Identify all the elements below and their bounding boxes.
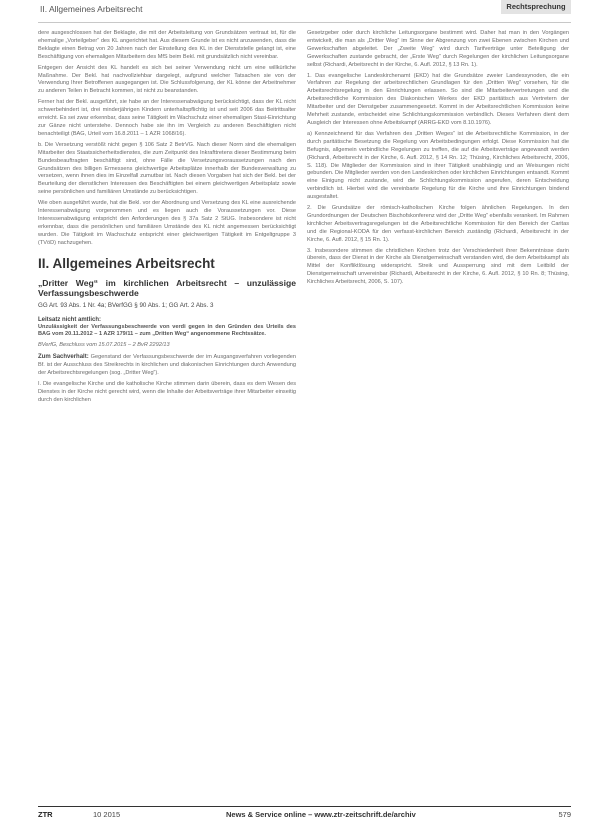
issue-number: 10 2015 [93, 810, 121, 819]
right-column [307, 30, 569, 290]
case-citation: BVerfG, Beschluss vom 15.07.2015 – 2 BvR 2292/13 [38, 342, 170, 349]
section-tag: Rechtsprechung [501, 0, 571, 14]
paragraph: Ferner hat der Bekl. ausgeführt, sie habe an der Interessenabwägung berücksichtigt, dass der KL nicht schwerbehindert ist, drei minderjährigen Kindern unterhaltspflichtig ist und seit 2006 das Beitrittsalter erreicht. Es sei zwar erkennbar, dass seine Tätigkeit im Wachschutz einer ehemaligen Stasi-Einrichtung zur Gänze nicht unterstehe. Dennoch habe sie ihn im Vergleich zu anderen Beschäftigten nicht benachteiligt (BAG, Urteil vom 16.8.2011 – 1 AZR 1068/16). [38, 99, 296, 137]
online-link[interactable]: News & Service online – www.ztr-zeitschrift.de/archiv [226, 810, 416, 819]
page-number: 579 [558, 810, 571, 819]
section-heading: II. Allgemeines Arbeitsrecht [38, 255, 215, 271]
journal-name: ZTR [38, 810, 53, 819]
running-header [38, 0, 571, 23]
sachverhalt-lead: Zum Sachverhalt: [38, 354, 89, 361]
sachverhalt-paragraph [38, 353, 296, 378]
page-footer [38, 806, 571, 821]
running-title: II. Allgemeines Arbeitsrecht [40, 4, 143, 14]
left-column [38, 30, 296, 408]
paragraph: I. Die evangelische Kirche und die katholische Kirche stimmen darin überein, dass es dem Wesen des Dienstes in der Kirche nicht gerecht wird, wenn die Inhalte der Arbeitsverträge ihrer Mitarbeiter einseitig durch den kirchlichen [38, 381, 296, 403]
paragraph: Wie oben ausgeführt wurde, hat die Bekl. vor der Abordnung und Versetzung des KL eine ausreichende Interessenabwägung vorgenommen und es liegen auch die Voraussetzungen vor. Diese Interessenabwägung entspricht den Anforderungen des § 37a Satz 2 StUG. Insbesondere ist nicht erkennbar, dass die persönlichen und familiären Umstände des KL nicht angemessen berücksichtigt wurden. Die Tätigkeit im Wachschutz entspricht einer gleichwertigen Tätigkeit im Entgeltgruppe 3 (TVöD) nachzugehen. [38, 200, 296, 246]
paragraph: Entgegen der Ansicht des KL handelt es sich bei seiner Verwendung nicht um eine willkürliche Maßnahme. Der Bekl. hat nachvollziehbar dargelegt, aufgrund welcher Tatsachen sie von der Verwendung Ihrer Betroffenen ausgegangen ist. Die Schlussfolgerung, der KL könne der Arbeitnehmer zu anderen Teilen in Betracht kommen, ist nicht zu beanstanden. [38, 64, 296, 95]
paragraph: 3. Insbesondere stimmen die christlichen Kirchen trotz der Verschiedenheit ihrer Bekenntnisse darin überein, dass der Dienst in der Kirche als Dienstgemeinschaft verstanden wird, die dem Arbeitskampf als Mittel der Konfliktlösung widerspricht. Streik und Aussperrung sind mit dem Leitbild der Dienstgemeinschaft unvereinbar (Richardi, Arbeitsrecht in der Kirche, 6. Aufl. 2012, § 10 Rn. 8; Thüsing, Kirchliches Arbeitsrecht, 2006, S. 107). [307, 247, 569, 286]
paragraph: Gesetzgeber oder durch kirchliche Leitungsorgane bestimmt wird. Daher hat man in den Vorgängen entwickelt, die man als „Dritter Weg“ im Sinne der Abgrenzung von zwei Ebenen zwischen Kirchen und Gewerkschaften abgeleitet. Der „Zweite Weg“ wird durch Tarifverträge unter Beteiligung der Gewerkschaften zustande gebracht, der „Erste Weg“ durch Regelungen der kirchlichen Leitungsorgane selbst (Richardi, Arbeitsrecht in der Kirche, 6. Aufl. 2012, § 13 Rn. 1). [307, 30, 569, 68]
paragraph: a) Kennzeichnend für das Verfahren des „Dritten Weges“ ist die Arbeitsrechtliche Kommission, in der durch paritätische Besetzung die Regelung von Arbeitsbedingungen erfolgt. Diese Kommission hat die Befugnis, allgemein verbindliche Regelungen zu treffen, die auf die Arbeitsverträge angewandt werden (Richardi, Arbeitsrecht in der Kirche, 6. Aufl. 2012, § 14 Rn. 12; Thüsing, Kirchliches Arbeitsrecht, 2006, S. 118). Die Mitglieder der Kommission sind in ihrer Tätigkeit unabhängig und an Weisungen nicht gebunden. Die Mitglieder werden von den Landeskirchen oder kirchlichen Einrichtungen entsandt. Kommt eine Einigung nicht zustande, wird die Schlichtungskommission angerufen, deren Entscheidung verbindlich ist. Hierbei wird die vereinbarte Regelung für die Kirche und ihre Einrichtungen bindend ausgestaltet. [307, 130, 569, 201]
norms-line: GG Art. 93 Abs. 1 Nr. 4a; BVerfGG § 90 Abs. 1; GG Art. 2 Abs. 3 [38, 301, 214, 309]
paragraph: 1. Das evangelische Landeskirchenamt (EKD) hat die Grundsätze zweier Landessynoden, die ein Verfahren zur Regelung der arbeitsrechtlichen Grundlagen für den „Dritten Weg“ vorsehen, für die Arbeitsrechtsregelung in den Einrichtungen erlassen. So sind die Mitarbeitervertretungen und die Arbeitsrechtliche Kommission des Diakonischen Werkes der EKD paritätisch aus Vertretern der Mitarbeiter und der Dienstgeber zusammengesetzt. Kommt in der Arbeitsrechtlichen Kommission keine Mehrheit zustande, entscheidet eine Schlichtungskommission verbindlich. Dieses Verfahren dient dem Ausgleich der Interessen ohne Arbeitskampf (ARRG-EKD vom 8.10.1976). [307, 72, 569, 126]
paragraph: b. Die Versetzung verstößt nicht gegen § 106 Satz 2 BetrVG. Nach dieser Norm sind die ehemaligen Mitarbeiter des Staatssicherheitsdienstes, die zum Zeitpunkt des Inkrafttretens dieser Bestimmung beim Bundesbeauftragten beschäftigt sind, ohne Fälle die Versetzungsvoraussetzungen nach den Grundsätzen des billigen Ermessens gleichwertige Arbeitsplätze innerhalb der Bundesverwaltung zu versetzen, wenn ihnen dies im Einzelfall zumutbar ist. Nach diesen Vorgaben hat sich der Bekl. bei der Beurteilung der dienstlichen Interessen des Beschäftigten bei einem gleichwertigen Arbeitsplatz sowie seine persönlichen und familiären Umstände zu berücksichtigen. [38, 141, 296, 196]
paragraph: dere ausgeschlossen hat der Beklagte, die mit der Arbeitsleitung von Grundsätzen vertraut ist, für die ehemalige „Vorteilgeber“ des KL angerichtet hat. Aus diesem Grunde ist es nicht anzuwenden, dass die Beklagte einen Betrag von 20 Jahren nach der Einstellung des KL in der Dienststelle gelangt ist, eine Beschäftigung von ehemaligen Mitarbeitern des MfS beim Bekl. mit grundsätzlich nicht vereinbar. [38, 30, 296, 60]
sachverhalt-text: Gegenstand der Verfassungsbeschwerde der im Ausgangsverfahren vorliegenden Bf. ist der Ausschluss des Streikrechts in kirchlichen und diakonischen Einrichtungen durch Anwendung der Arbeitsrechtsregelungen (sog. „Dritter Weg“). [38, 354, 296, 377]
leitsatz-text: Unzulässigkeit der Verfassungsbeschwerde von verdi gegen in den Gründen des Urteils des BAG vom 20.11.2012 – 1 AZR 179/11 – zum „Dritten Weg“ angenommene Rechtssätze. [38, 323, 296, 338]
case-title: „Dritter Weg“ im kirchlichen Arbeitsrecht – unzulässige Verfassungsbeschwerde [38, 277, 296, 298]
leitsatz-heading: Leitsatz nicht amtlich: [38, 316, 102, 323]
paragraph: 2. Die Grundsätze der römisch-katholischen Kirche folgen ähnlichen Regelungen. In den Grundordnungen der Deutschen Bischofskonferenz wird der „Dritte Weg“ ebenfalls verankert. Im Rahmen kirchlicher Arbeitsvertragsregelungen ist die Arbeitsrechtliche Kommission für den Bereich der Caritas und die Regional-KODA für den verfasst-kirchlichen Bereich zuständig (Richardi, Arbeitsrecht in der Kirche, 6. Aufl. 2012, § 15 Rn. 1). [307, 205, 569, 243]
